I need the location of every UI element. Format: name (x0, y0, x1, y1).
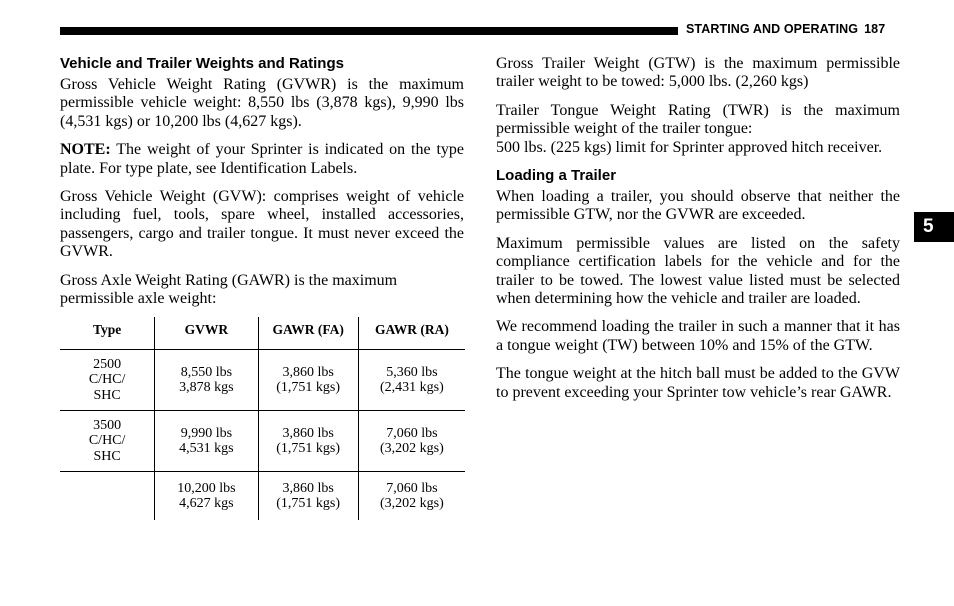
paragraph-twr (496, 102, 900, 157)
gvwr-lbs: 10,200 lbs (177, 480, 236, 496)
ra-kgs: (3,202 kgs) (380, 496, 444, 511)
fa-lbs: 3,860 lbs (282, 480, 334, 496)
type-line: 2500 (93, 356, 122, 372)
paragraph-gvwr: Gross Vehicle Weight Rating (GVWR) is the maximum permissible vehicle weight: 8,550 lbs (3,878 kgs), 9,990 lbs (4,531 kgs) or 10,200 lbs (4,627 kgs). (60, 76, 464, 130)
paragraph-gtw: Gross Trailer Weight (GTW) is the maximum permissible trailer weight to be towed: 5,000 lbs. (2,260 kgs) (496, 55, 900, 91)
paragraph-loading-1: When loading a trailer, you should observe that neither the permissible GTW, nor the GVWR are exceeded. (496, 188, 900, 224)
header-gawr-ra: GAWR (RA) (358, 317, 465, 350)
cell-gawr-fa (258, 350, 358, 411)
ra-lbs: 7,060 lbs (386, 425, 438, 441)
ra-kgs: (2,431 kgs) (380, 380, 444, 395)
type-line: C/HC/ (88, 433, 126, 449)
twr-text-2: 500 lbs. (225 kgs) limit for Sprinter approved hitch receiver. (496, 138, 883, 156)
weights-table (60, 317, 465, 520)
cell-type (60, 411, 155, 472)
header-rule (60, 27, 678, 35)
fa-kgs: (1,751 kgs) (276, 496, 341, 511)
fa-lbs: 3,860 lbs (282, 425, 334, 441)
section-heading-weights: Vehicle and Trailer Weights and Ratings (60, 55, 344, 72)
table-row (60, 411, 465, 472)
gvwr-lbs: 9,990 lbs (180, 425, 233, 441)
ra-kgs: (3,202 kgs) (380, 441, 444, 456)
fa-kgs: (1,751 kgs) (276, 441, 341, 456)
gvwr-lbs: 8,550 lbs (180, 364, 233, 380)
cell-gvwr (155, 350, 258, 411)
type-line: 3500 (93, 417, 122, 433)
ra-lbs: 5,360 lbs (386, 364, 438, 380)
page-number: 187 (864, 22, 886, 36)
section-title: STARTING AND OPERATING (686, 22, 859, 36)
fa-lbs: 3,860 lbs (282, 364, 334, 380)
type-line: C/HC/ (88, 372, 126, 388)
cell-gawr-fa (258, 472, 358, 521)
paragraph-note (60, 141, 464, 178)
cell-gawr-ra (358, 411, 465, 472)
note-text: The weight of your Sprinter is indicated on the type plate. For type plate, see Identification Labels. (60, 141, 464, 177)
gvwr-kgs: 3,878 kgs (179, 380, 234, 395)
header-gvwr: GVWR (155, 317, 258, 350)
header-type: Type (60, 317, 155, 350)
paragraph-gvw: Gross Vehicle Weight (GVW): comprises weight of vehicle including fuel, tools, spare wheel, installed accessories, passengers, cargo and trailer tongue. It must never exceed the GVWR. (60, 188, 464, 261)
cell-gvwr (155, 472, 258, 521)
chapter-tab: 5 (914, 212, 954, 242)
paragraph-loading-3: We recommend loading the trailer in such a manner that it has a tongue weight (TW) between 10% and 15% of the GTW. (496, 318, 900, 354)
paragraph-loading-4: The tongue weight at the hitch ball must be added to the GVW to prevent exceeding your Sprinter tow vehicle’s rear GAWR. (496, 365, 900, 401)
fa-kgs: (1,751 kgs) (276, 380, 341, 395)
note-label: NOTE: (60, 141, 111, 159)
section-heading-loading: Loading a Trailer (496, 167, 617, 185)
paragraph-gawr: Gross Axle Weight Rating (GAWR) is the maximum permissible axle weight: (60, 271, 398, 308)
gvwr-kgs: 4,531 kgs (179, 441, 234, 456)
ra-lbs: 7,060 lbs (386, 480, 438, 496)
cell-gawr-ra (358, 350, 465, 411)
cell-type (60, 350, 155, 411)
cell-gvwr (155, 411, 258, 472)
paragraph-loading-2: Maximum permissible values are listed on the safety compliance certification labels for the vehicle and for the trailer to be towed. The lowest value listed must be selected when determining how the vehicle and trailer are loaded. (496, 234, 900, 308)
type-line: SHC (93, 387, 121, 403)
table-row (60, 472, 465, 521)
right-column (496, 55, 900, 412)
left-column (60, 55, 464, 318)
header-gawr-fa: GAWR (FA) (258, 317, 358, 350)
cell-type (60, 472, 155, 521)
running-head (686, 22, 885, 36)
twr-text-1: Trailer Tongue Weight Rating (TWR) is the maximum permissible weight of the trailer tongue: (496, 101, 900, 138)
table-header-row (60, 317, 465, 350)
cell-gawr-ra (358, 472, 465, 521)
gvwr-kgs: 4,627 kgs (179, 496, 234, 511)
table-row (60, 350, 465, 411)
type-line: SHC (93, 448, 121, 464)
cell-gawr-fa (258, 411, 358, 472)
